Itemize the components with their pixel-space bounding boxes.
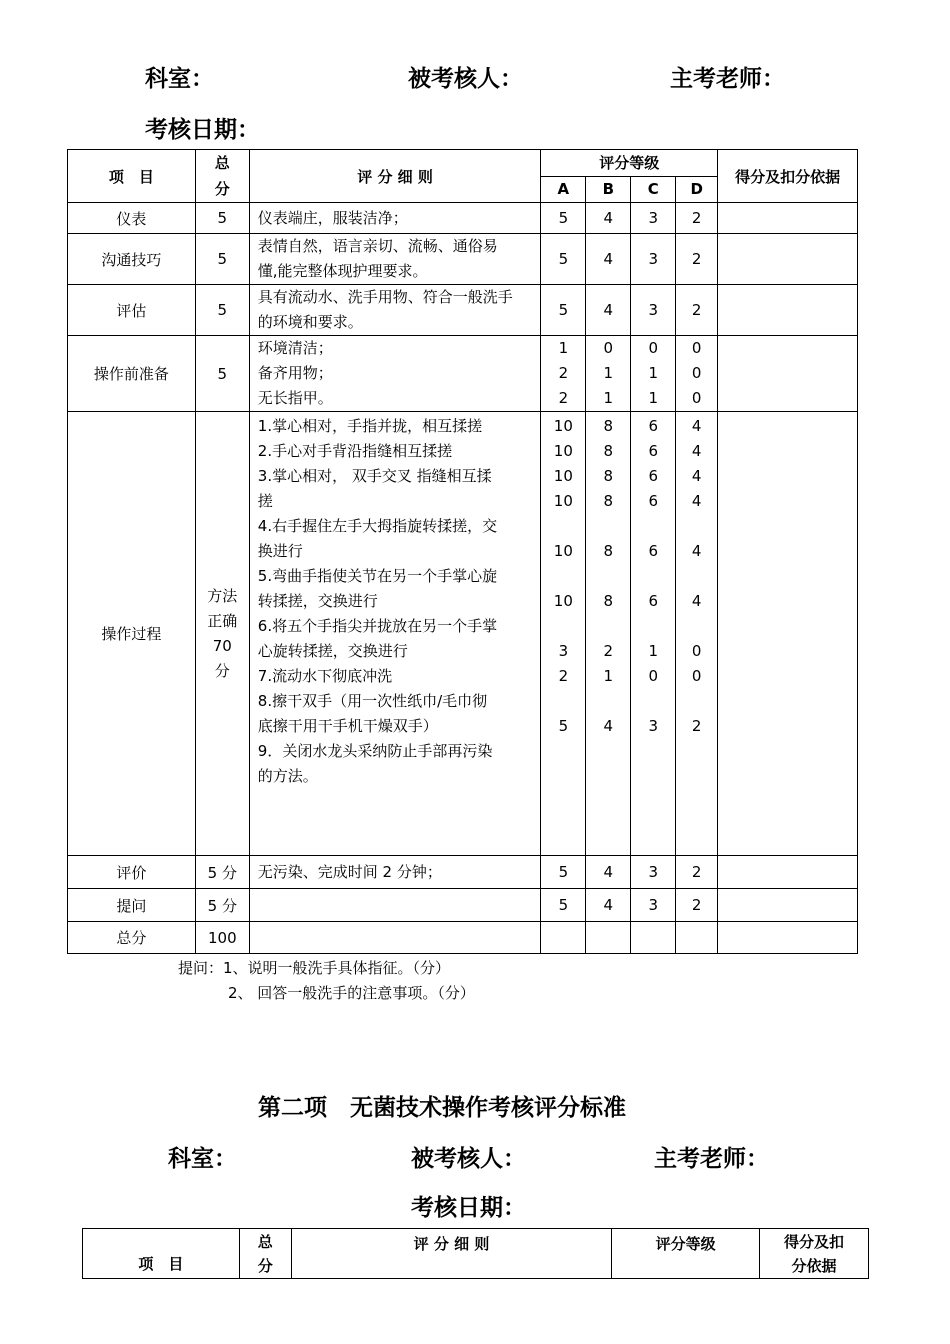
grade-c-cell: 3 [631,234,676,285]
row-item: 评估 [68,285,196,336]
table-row [68,412,858,856]
row-item: 仪表 [68,203,196,234]
score-cell[interactable] [718,412,858,856]
col-item-header-2: 项 目 [83,1229,240,1279]
row-detail [249,889,541,922]
row-detail: 1.掌心相对，手指并拢，相互揉搓 2.手心对手背沿指缝相互揉搓 3.掌心相对， 双手交叉 指缝相互揉 搓 4.右手握住左手大拇指旋转揉搓，交 换进行 5.弯曲手指使关节在另一个手掌心旋 转揉搓，交换进行 6.将五个手指尖并拢放在另一个手掌 心旋转揉搓，交换进行 7.流动水下彻底冲洗 8.擦干双手（用一次性纸巾/毛巾彻 底擦干用干手机干燥双手） 9．关闭水龙头采纳防止手部再污染 的方法。 [249,412,541,856]
table-row [68,856,858,889]
grade-b-cell [586,922,631,954]
row-total: 5 分 [195,889,249,922]
exam-date-label: 考核日期： [145,117,260,143]
section2-title: 第二项 无菌技术操作考核评分标准 [258,1095,626,1121]
table-row [68,234,858,285]
examiner-label-2: 主考老师： [654,1146,769,1172]
grade-a-cell: 5 [541,856,586,889]
score-cell[interactable] [718,922,858,954]
scoring-table [67,149,858,954]
col-score-header: 得分及扣分依据 [718,150,858,203]
grade-d-cell: 2 [676,234,718,285]
question-note-2: 2、 回答一般洗手的注意事项。（分） [228,984,475,1002]
col-grade-header: 评分等级 [541,150,718,177]
grade-a-cell [541,922,586,954]
score-cell[interactable] [718,856,858,889]
exam-date-label-2: 考核日期： [411,1195,526,1221]
row-item: 沟通技巧 [68,234,196,285]
examiner-label: 主考老师： [670,66,785,92]
grade-d-cell: 4 4 4 4 4 4 0 0 2 [676,412,718,856]
row-detail: 具有流动水、洗手用物、符合一般洗手 的环境和要求。 [249,285,541,336]
examinee-label-2: 被考核人： [411,1146,526,1172]
question-note-1: 提问：1、说明一般洗手具体指征。（分） [178,959,451,977]
row-item: 操作过程 [68,412,196,856]
col-detail-header-2: 评 分 细 则 [291,1229,612,1279]
row-total: 5 [195,336,249,412]
row-detail: 无污染、完成时间 2 分钟； [249,856,541,889]
grade-d-cell: 2 [676,285,718,336]
grade-a-cell: 1 2 2 [541,336,586,412]
row-total: 5 [195,234,249,285]
table-row [68,203,858,234]
table-row [68,285,858,336]
grade-d-cell: 2 [676,856,718,889]
col-grade-header-2: 评分等级 [612,1229,760,1279]
grade-b-cell: 4 [586,856,631,889]
score-cell[interactable] [718,203,858,234]
grade-a-cell: 5 [541,203,586,234]
row-item: 操作前准备 [68,336,196,412]
grade-d-cell: 0 0 0 [676,336,718,412]
grade-a-cell: 5 [541,234,586,285]
dept-label: 科室： [145,66,214,92]
row-detail: 仪表端庄，服装洁净； [249,203,541,234]
grade-b-cell: 4 [586,234,631,285]
table-row [68,336,858,412]
scoring-table-2 [82,1228,869,1279]
row-item: 评价 [68,856,196,889]
row-detail [249,922,541,954]
col-total-header-2: 总分 [239,1229,291,1279]
grade-c-cell: 3 [631,889,676,922]
row-detail: 环境清洁； 备齐用物； 无长指甲。 [249,336,541,412]
score-cell[interactable] [718,285,858,336]
row-total: 方法 正确 70 分 [195,412,249,856]
score-cell[interactable] [718,889,858,922]
grade-a-cell: 10 10 10 10 10 10 3 2 5 [541,412,586,856]
row-item: 提问 [68,889,196,922]
grade-b-cell: 4 [586,285,631,336]
col-score-header-2: 得分及扣分依据 [760,1229,869,1279]
grade-c-cell: 3 [631,203,676,234]
grade-b-cell: 8 8 8 8 8 8 2 1 4 [586,412,631,856]
grade-d-cell: 2 [676,203,718,234]
grade-c-cell [631,922,676,954]
grade-c-cell: 6 6 6 6 6 6 1 0 3 [631,412,676,856]
table-row [68,922,858,954]
row-total: 5 分 [195,856,249,889]
grade-c-cell: 3 [631,856,676,889]
grade-c-cell: 0 1 1 [631,336,676,412]
row-item: 总分 [68,922,196,954]
grade-d-header: D [676,176,718,203]
col-total-header: 总分 [195,150,249,203]
grade-d-cell [676,922,718,954]
grade-b-cell: 4 [586,203,631,234]
grade-a-cell: 5 [541,285,586,336]
grade-c-cell: 3 [631,285,676,336]
row-total: 100 [195,922,249,954]
score-cell[interactable] [718,234,858,285]
col-detail-header: 评 分 细 则 [249,150,541,203]
row-detail: 表情自然，语言亲切、流畅、通俗易 懂,能完整体现护理要求。 [249,234,541,285]
grade-c-header: C [631,176,676,203]
row-total: 5 [195,285,249,336]
grade-b-cell: 4 [586,889,631,922]
col-item-header: 项 目 [68,150,196,203]
grade-d-cell: 2 [676,889,718,922]
grade-b-header: B [586,176,631,203]
grade-b-cell: 0 1 1 [586,336,631,412]
examinee-label: 被考核人： [408,66,523,92]
grade-a-cell: 5 [541,889,586,922]
dept-label-2: 科室： [168,1146,237,1172]
table-row [68,889,858,922]
score-cell[interactable] [718,336,858,412]
row-total: 5 [195,203,249,234]
grade-a-header: A [541,176,586,203]
